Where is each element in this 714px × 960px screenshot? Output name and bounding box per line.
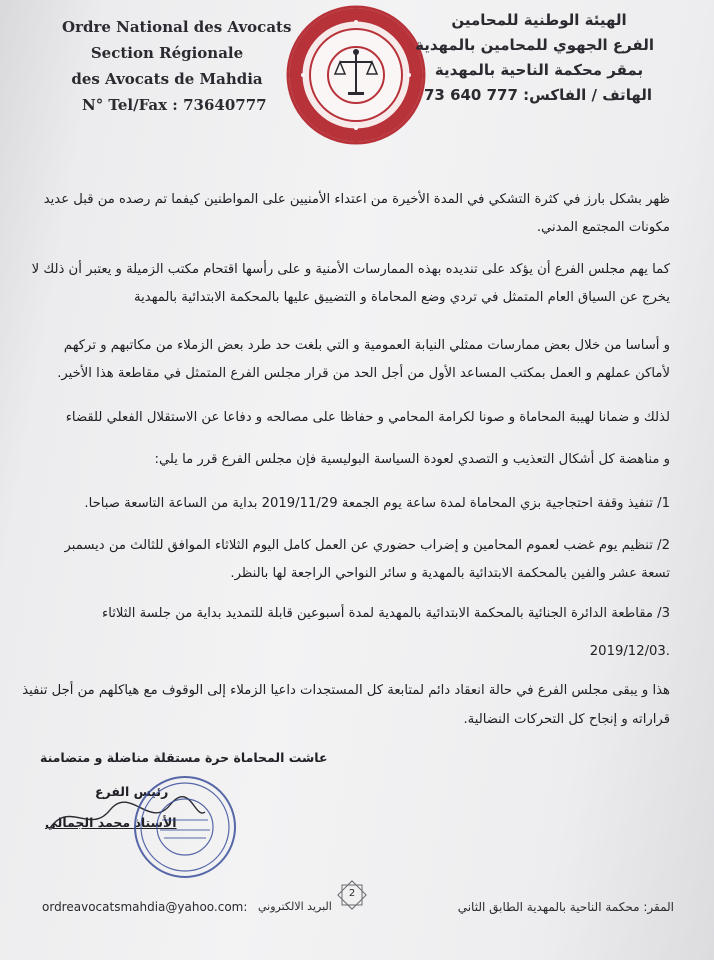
body-line: قراراته و إنجاح كل التحركات النضالية. bbox=[463, 712, 670, 727]
body-line: يخرج عن السياق العام المتمثل في تردي وضع المحاماة و التضييق عليها بالمحكمة الابتدائية بالمهدية bbox=[134, 290, 670, 305]
body-line: تسعة عشر والفين بالمحكمة الابتدائية بالمهدية و سائر النواحي الراجعة لها بالنظر. bbox=[230, 566, 670, 581]
header-fr-line3: des Avocats de Mahdia bbox=[71, 70, 263, 88]
header-fr-tel: N° Tel/Fax : 73640777 bbox=[82, 96, 267, 114]
header-fr-line2: Section Régionale bbox=[90, 44, 244, 62]
body-line: ظهر بشكل بارز في كثرة التشكي في المدة الأخيرة من اعتداء الأمنيين على المواطنين كيفما تم رصده من قبل عديد bbox=[43, 192, 670, 207]
president-title: رئيس الفرع bbox=[95, 784, 169, 799]
body-line: لأماكن عملهم و العمل بمكتب المساعد الأول من أجل الحد من قرار مجلس الفرع المتمثل في مقاطعة هذا الأخير. bbox=[57, 366, 670, 381]
bar-association-seal-logo bbox=[283, 2, 429, 148]
official-stamp bbox=[130, 772, 240, 882]
body-line: و مناهضة كل أشكال التعذيب و التصدي لعودة السياسة البوليسية فإن مجلس الفرع قرر ما يلي: bbox=[154, 452, 670, 467]
page-number: 2 bbox=[348, 888, 356, 899]
president-name: الأستاذ محمد الجمالي bbox=[45, 815, 177, 830]
header-arabic bbox=[415, 8, 654, 108]
header-ar-line3: بمقر محكمة الناحية بالمهدية bbox=[434, 61, 644, 79]
closing-slogan: عاشت المحاماة حرة مستقلة مناضلة و متضامنة bbox=[40, 750, 328, 765]
body-line: و أساسا من خلال بعض ممارسات ممثلي النيابة العمومية و التي بلغت حد طرد بعض الزملاء من مكاتبهم و تركهم bbox=[63, 338, 670, 353]
decision-item: 2/ تنظيم يوم غضب لعموم المحامين و إضراب حضوري عن العمل كامل اليوم الثلاثاء الموافق للثالث من ديسمبر bbox=[64, 538, 670, 553]
footer-email: ordreavocatsmahdia@yahoo.com: bbox=[42, 900, 248, 914]
footer-address: المقر: محكمة الناحية بالمهدية الطابق الثاني bbox=[457, 900, 674, 914]
body-line: مكونات المجتمع المدني. bbox=[536, 220, 670, 235]
header-ar-line1: الهيئة الوطنية للمحامين bbox=[451, 11, 627, 29]
decision-item: 3/ مقاطعة الدائرة الجنائية بالمحكمة الابتدائية بالمهدية لمدة أسبوعين قابلة للتمديد بداية من جلسة الثلاثاء bbox=[102, 606, 670, 621]
decision-item: 1/ تنفيذ وقفة احتجاجية بزي المحاماة لمدة ساعة يوم الجمعة 2019/11/29 بداية من الساعة التاسعة صباحا. bbox=[84, 496, 670, 511]
footer-email-label: البريد الالكتروني bbox=[258, 900, 332, 913]
header-fr-line1: Ordre National des Avocats bbox=[62, 18, 292, 36]
body-line: 2019/12/03. bbox=[589, 644, 670, 659]
header-french bbox=[62, 14, 292, 118]
body-line: هذا و يبقى مجلس الفرع في حالة انعقاد دائم لمتابعة كل المستجدات داعيا الزملاء إلى الوقوف مع هياكلهم من أجل تنفيذ bbox=[22, 683, 670, 698]
header-ar-line2: الفرع الجهوي للمحامين بالمهدية bbox=[415, 36, 654, 54]
header-ar-tel: الهاتف / الفاكس: 777 640 73 bbox=[423, 86, 652, 104]
body-line: كما يهم مجلس الفرع أن يؤكد على تنديده بهذه الممارسات الأمنية و على رأسها اقتحام مكتب الزميلة و يعتبر أن ذلك لا bbox=[31, 262, 670, 277]
body-line: لذلك و ضمانا لهيبة المحاماة و صونا لكرامة المحامي و حفاظا على مصالحه و دفاعا عن الاستقلال الفعلي للقضاء bbox=[65, 410, 670, 425]
